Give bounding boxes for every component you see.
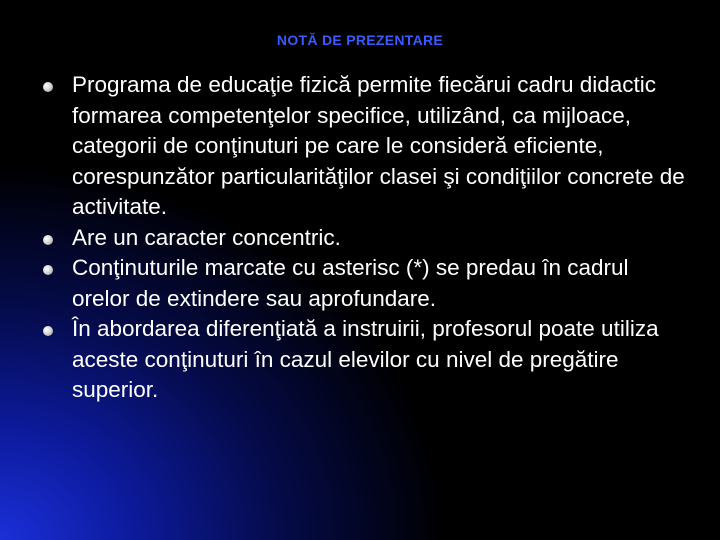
bullet-text: Conţinuturile marcate cu asterisc (*) se predau în cadrul orelor de extindere sau aprofundare. <box>72 255 629 311</box>
bullet-icon <box>43 82 53 92</box>
bullet-text: Programa de educaţie fizică permite fiecărui cadru didactic formarea competenţelor specifice, utilizând, ca mijloace, categorii de conţinuturi pe care le consideră eficiente, corespunzător particularităţilor clasei şi condiţiilor concrete de activitate. <box>72 72 685 219</box>
bullet-text: În abordarea diferenţiată a instruirii, profesorul poate utiliza aceste conţinuturi în cazul elevilor cu nivel de pregătire superior. <box>72 316 659 402</box>
bullet-icon <box>43 265 53 275</box>
bullet-item <box>40 253 690 314</box>
bullet-item <box>40 314 690 406</box>
bullet-item <box>40 223 690 254</box>
slide-title: NOTĂ DE PREZENTARE <box>276 32 444 48</box>
bullet-icon <box>43 235 53 245</box>
bullet-text: Are un caracter concentric. <box>72 224 341 250</box>
bullet-list <box>40 70 690 406</box>
bullet-item <box>40 70 690 223</box>
bullet-icon <box>43 326 53 336</box>
